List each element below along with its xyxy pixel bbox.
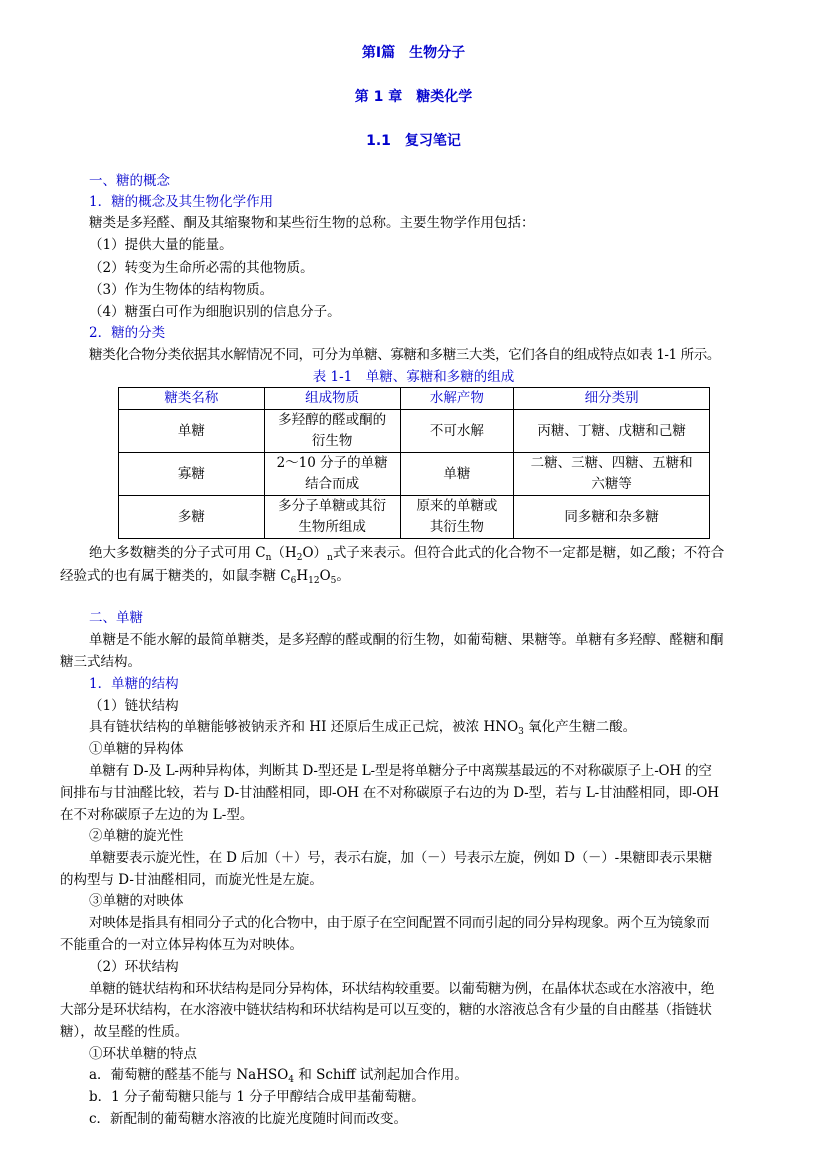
subsubheading: （2）环状结构 — [89, 959, 179, 975]
paragraph-line: 单糖有 D-及 L-两种异构体，判断其 D-型还是 L-型是将单糖分子中离羰基最远的不对称碳原子上-OH 的空 — [89, 763, 712, 779]
subheading-2-1: 1．单糖的结构 — [89, 676, 179, 692]
table-cell: 不可水解 — [400, 410, 514, 453]
circled-heading: ②单糖的旋光性 — [89, 828, 184, 844]
table-row — [119, 410, 710, 453]
table-row — [119, 453, 710, 496]
table-header-row — [119, 388, 710, 410]
table-cell: 单糖 — [400, 453, 514, 496]
table-cell: 多糖 — [119, 496, 265, 539]
list-item: （2）转变为生命所必需的其他物质。 — [89, 260, 314, 276]
table-cell: 丙糖、丁糖、戊糖和己糖 — [514, 410, 710, 453]
list-item: （3）作为生物体的结构物质。 — [89, 282, 274, 298]
column-header: 细分类别 — [514, 388, 710, 410]
formula-line-2: 经验式的也有属于糖类的，如鼠李糖 $C_6H_{12}O_5$。 — [60, 568, 350, 586]
column-header: 糖类名称 — [119, 388, 265, 410]
subsubheading: （1）链状结构 — [89, 698, 179, 714]
chapter-title: 第 1 章 糖类化学 — [354, 89, 473, 105]
table-cell: 2～10 分子的单糖 结合而成 — [264, 453, 400, 496]
list-item: a．葡萄糖的醛基不能与 NaHSO$_4$ 和 Schiff 试剂起加合作用。 — [89, 1067, 468, 1085]
section-title: 1.1 复习笔记 — [366, 133, 461, 149]
subheading-1-1: 1．糖的概念及其生物化学作用 — [89, 194, 274, 210]
list-item: c．新配制的葡萄糖水溶液的比旋光度随时间而改变。 — [89, 1111, 408, 1127]
table-cell: 单糖 — [119, 410, 265, 453]
table-cell: 多羟醇的醛或酮的 衍生物 — [264, 410, 400, 453]
circled-heading: ③单糖的对映体 — [89, 893, 184, 909]
table-cell: 寡糖 — [119, 453, 265, 496]
paragraph-line: 的构型与 D-甘油醛相同，而旋光性是左旋。 — [60, 872, 323, 888]
paragraph-line: 糖三式结构。 — [60, 654, 141, 670]
part-title: 第I篇 生物分子 — [361, 45, 466, 61]
paragraph-line: 糖），故呈醛的性质。 — [60, 1024, 189, 1040]
paragraph-line: 间排布与甘油醛比较，若与 D-甘油醛相同，即-OH 在不对称碳原子右边的为 D-型，若与 L-甘油醛相同，即-OH — [60, 785, 719, 801]
paragraph-line: 具有链状结构的单糖能够被钠汞齐和 HI 还原后生成正己烷，被浓 $HNO_3$ 氧化产生糖二酸。 — [89, 719, 637, 737]
circled-heading: ①单糖的异构体 — [89, 741, 184, 757]
formula-line-1: 绝大多数糖类的分子式可用 $C_n(H_2O)_n$式子来表示。但符合此式的化合物不一定都是糖，如乙酸；不符合 — [89, 545, 725, 563]
paragraph-line: 在不对称碳原子左边的为 L-型。 — [60, 807, 254, 823]
table-cell: 二糖、三糖、四糖、五糖和 六糖等 — [514, 453, 710, 496]
section-heading-1: 一、糖的概念 — [89, 173, 170, 189]
paragraph: 糖类是多羟醛、酮及其缩聚物和某些衍生物的总称。主要生物学作用包括： — [89, 215, 535, 231]
classification-table — [118, 387, 710, 539]
paragraph: 糖类化合物分类依据其水解情况不同，可分为单糖、寡糖和多糖三大类，它们各自的组成特点如表 1-1 所示。 — [89, 347, 720, 363]
subheading-1-2: 2．糖的分类 — [89, 325, 166, 341]
list-item: （4）糖蛋白可作为细胞识别的信息分子。 — [89, 304, 341, 320]
paragraph-line: 单糖要表示旋光性，在 D 后加（＋）号，表示右旋，加（－）号表示左旋，例如 D（－）-果糖即表示果糖 — [89, 850, 713, 866]
list-item: b．1 分子葡萄糖只能与 1 分子甲醇结合成甲基葡萄糖。 — [89, 1089, 425, 1105]
circled-heading: ①环状单糖的特点 — [89, 1046, 197, 1062]
list-item: （1）提供大量的能量。 — [89, 237, 233, 253]
paragraph-line: 单糖是不能水解的最简单糖类，是多羟醇的醛或酮的衍生物，如葡萄糖、果糖等。单糖有多羟醇、醛糖和酮 — [89, 632, 724, 648]
table-caption: 表 1-1 单糖、寡糖和多糖的组成 — [312, 369, 515, 385]
column-header: 组成物质 — [264, 388, 400, 410]
column-header: 水解产物 — [400, 388, 514, 410]
table-cell: 原来的单糖或 其衍生物 — [400, 496, 514, 539]
paragraph-line: 大部分是环状结构，在水溶液中链状结构和环状结构是可以互变的，糖的水溶液总含有少量的自由醛基（指链状 — [60, 1002, 712, 1018]
table-cell: 同多糖和杂多糖 — [514, 496, 710, 539]
section-heading-2: 二、单糖 — [89, 610, 143, 626]
paragraph-line: 单糖的链状结构和环状结构是同分异构体，环状结构较重要。以葡萄糖为例，在晶体状态或在水溶液中，绝 — [89, 981, 715, 997]
paragraph-line: 不能重合的一对立体异构体互为对映体。 — [60, 937, 303, 953]
paragraph-line: 对映体是指具有相同分子式的化合物中，由于原子在空间配置不同而引起的同分异构现象。两个互为镜象而 — [89, 915, 710, 931]
table-cell: 多分子单糖或其衍 生物所组成 — [264, 496, 400, 539]
table-row — [119, 496, 710, 539]
